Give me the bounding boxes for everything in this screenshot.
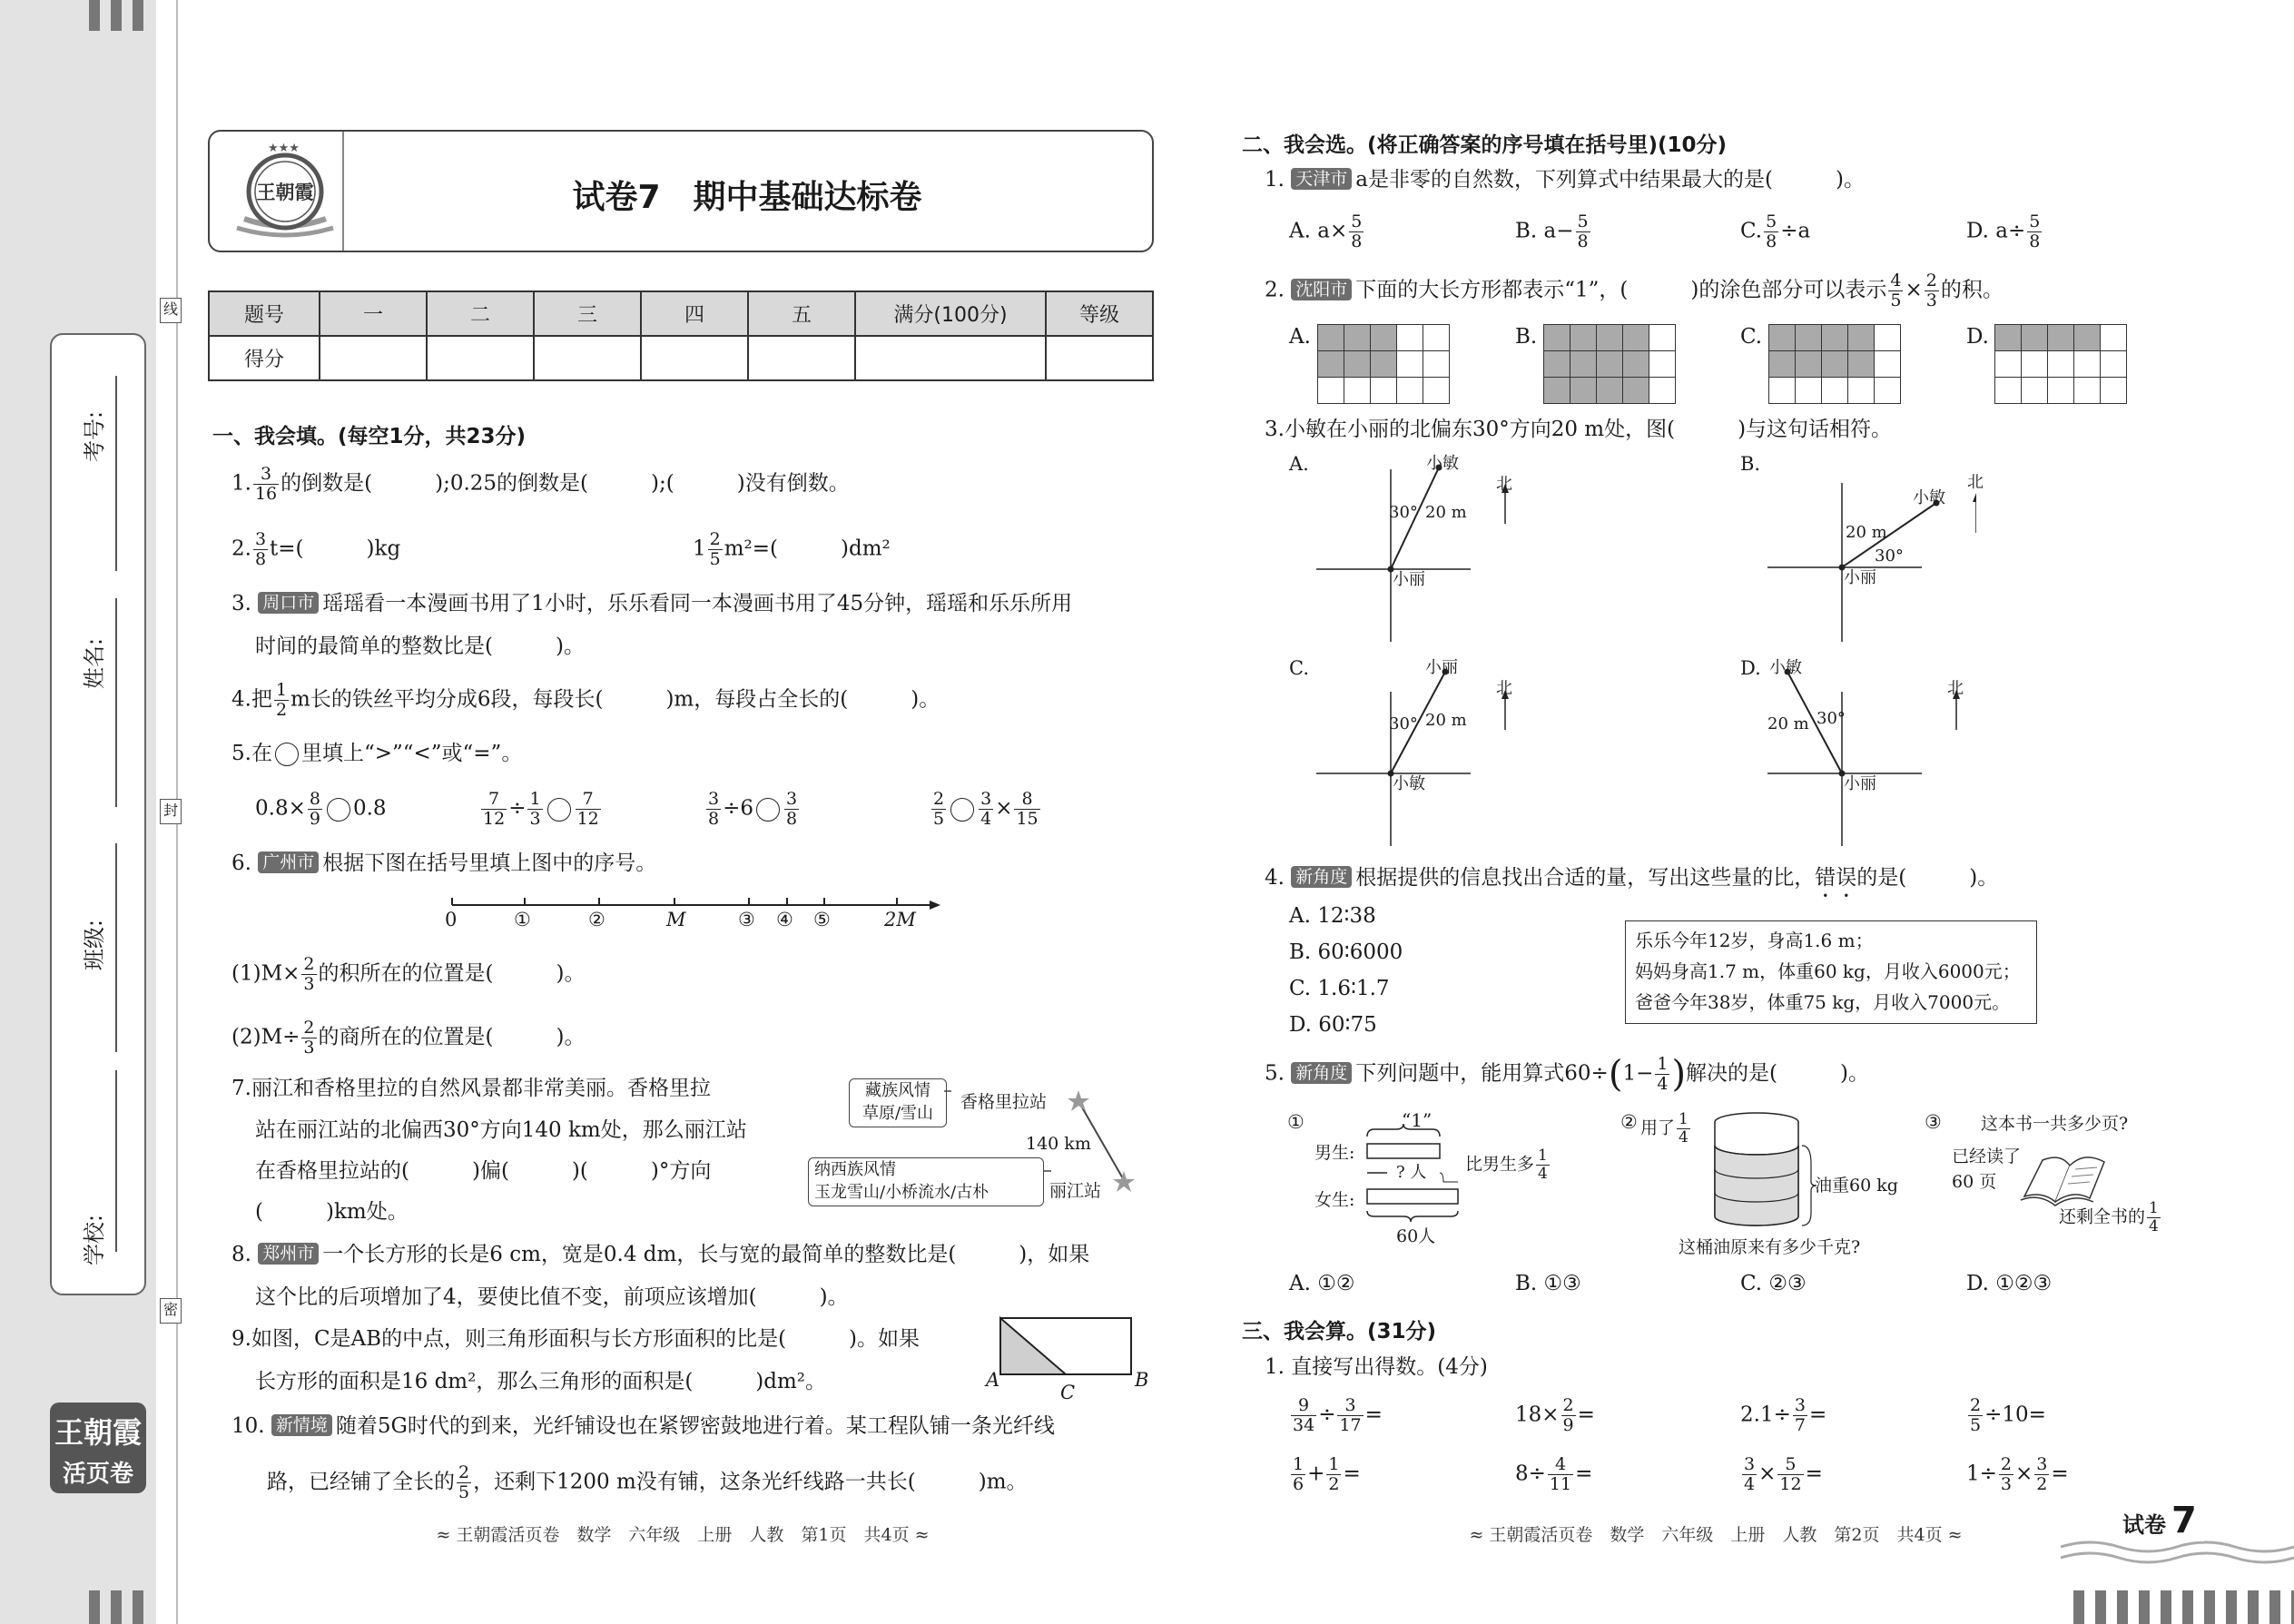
score-table-header: [209, 291, 1153, 336]
label-north: 北: [1496, 475, 1512, 494]
footer-left: ≈ 王朝霞活页卷 数学 六年级 上册 人教 第1页 共4页 ≈: [436, 1525, 930, 1545]
s2-q2-option-d[interactable]: D.: [1966, 325, 1989, 349]
problem-number: ②: [1620, 1111, 1638, 1133]
direction-diagram-b[interactable]: [1740, 451, 1984, 646]
remaining-label: 还剩全书的 $\frac{1}{4}$: [2059, 1199, 2159, 1235]
label-angle: 30°: [1816, 709, 1846, 728]
s1-question-6-1: (1)M× $\frac{2}{3}$ 的积所在的位置是( )。: [231, 954, 586, 994]
label-north: 北: [1496, 679, 1512, 698]
score-cell[interactable]: [427, 336, 534, 380]
point-b: B: [1135, 1369, 1149, 1391]
brand-sub: 活页卷: [62, 1461, 133, 1488]
s1-question-1: 1. $\frac{3}{16}$ 的倒数是( );0.25的倒数是( );( )没有倒数。: [231, 464, 850, 504]
shangrila-label: 香格里拉站: [960, 1092, 1048, 1112]
label-min: 小敏: [1426, 454, 1459, 473]
option-label: A.: [1289, 453, 1309, 475]
read-label: 已经读了: [1952, 1147, 2022, 1166]
score-table-row: [209, 336, 1153, 380]
label-distance: 20 m: [1425, 503, 1467, 522]
title-banner: [208, 130, 1154, 252]
s2-q4-option-c[interactable]: C. 1.6∶1.7: [1289, 977, 1390, 1000]
direction-diagram-d[interactable]: [1740, 655, 1976, 851]
region-tag: 广州市: [258, 851, 319, 873]
s2-question-4: 4. 新角度 根据提供的信息找出合适的量，写出这些量的比，错误的是( )。: [1265, 866, 1999, 890]
s1-question-6-2: (2)M÷ $\frac{2}{3}$ 的商所在的位置是( )。: [231, 1018, 586, 1058]
tick-label: ④: [776, 909, 793, 930]
svg-text:★★★: ★★★: [268, 142, 300, 155]
label-angle: 30°: [1389, 503, 1418, 522]
score-cell[interactable]: [641, 336, 748, 380]
label-distance: 20 m: [1425, 711, 1467, 730]
tick-label: ②: [588, 909, 605, 930]
grid-c: [1768, 324, 1901, 404]
rectangle-diagram: [982, 1314, 1155, 1403]
distance-label: 140 km: [1026, 1134, 1091, 1154]
s1-question-10-line2: 路，已经铺了全长的 $\frac{2}{5}$ ，还剩下1200 m没有铺，这条光纤线路一共长( )m。: [267, 1462, 1028, 1502]
book-question: 这本书一共多少页?: [1981, 1114, 2129, 1134]
s2-q5-option-d[interactable]: D. ①②③: [1966, 1272, 2053, 1295]
bottom-marks: [89, 1590, 143, 1624]
s1-question-10: 10. 新情境 随着5G时代的到来，光纤铺设也在紧锣密鼓地进行着。某工程队铺一条光纤线: [231, 1414, 1055, 1438]
s1-question-3-line2: 时间的最简单的整数比是( )。: [255, 635, 585, 658]
region-tag: 天津市: [1291, 168, 1352, 190]
s2-q2-option-b[interactable]: B.: [1515, 325, 1538, 349]
s2-q5-option-b[interactable]: B. ①③: [1515, 1272, 1581, 1295]
brand-text: 王朝霞: [54, 1415, 142, 1450]
tick-label: ①: [514, 909, 531, 930]
score-cell[interactable]: [320, 336, 427, 380]
problem-2-diagram[interactable]: [1620, 1109, 1911, 1264]
label-north: 北: [1967, 473, 1984, 492]
label-li: 小丽: [1844, 774, 1876, 793]
compare-1[interactable]: 0.8× $\frac{8}{9}$ 0.8: [255, 789, 387, 829]
exam-badge: 试卷 7: [2115, 1500, 2204, 1541]
s2-q4-option-d[interactable]: D. 60∶75: [1289, 1013, 1377, 1037]
score-header-cell: 三: [534, 291, 641, 336]
number-line: [436, 894, 944, 930]
label-distance: 20 m: [1767, 714, 1809, 733]
problem-number: ③: [1925, 1111, 1942, 1133]
logo: [226, 139, 344, 244]
s1-question-7-line3: 在香格里拉站的( )偏( )( )°方向: [255, 1159, 712, 1183]
s2-question-2: 2. 沈阳市 下面的大长方形都表示“1”，( )的涂色部分可以表示 $\frac{4}{5}$ × $\frac{2}{3}$ 的积。: [1265, 271, 2004, 310]
brand-badge: [50, 1403, 146, 1493]
footer-right: ≈ 王朝霞活页卷 数学 六年级 上册 人教 第2页 共4页 ≈: [1469, 1525, 1963, 1545]
problem-3-diagram[interactable]: [1925, 1109, 2161, 1245]
compare-2[interactable]: $\frac{7}{12}$ ÷ $\frac{1}{3}$ $\frac{7}{12}$: [483, 789, 599, 829]
naxi-box: 纳西族风情 玉龙雪山/小桥流水/古朴: [808, 1157, 1044, 1206]
map-diagram: [806, 1071, 1160, 1216]
option-label: D.: [1740, 657, 1761, 679]
calc-7[interactable]: $\frac{3}{4}$ × $\frac{5}{12}$ =: [1744, 1454, 1823, 1494]
top-marks: [89, 0, 143, 31]
boys-label: 男生:: [1314, 1143, 1355, 1163]
section-2-title: 二、我会选。(将正确答案的序号填在括号里)(10分): [1242, 133, 1728, 157]
s2-q1-option-d[interactable]: D. a÷ $\frac{5}{8}$: [1966, 212, 2041, 251]
label-li: 小丽: [1393, 570, 1425, 589]
label-min: 小敏: [1913, 488, 1945, 507]
score-cell[interactable]: [748, 336, 855, 380]
s2-q5-option-c[interactable]: C. ②③: [1740, 1272, 1807, 1295]
region-tag: 新角度: [1291, 866, 1352, 888]
score-row-label: 得分: [209, 336, 320, 380]
option-label: C.: [1289, 657, 1309, 679]
s2-q2-option-c[interactable]: C.: [1740, 325, 1763, 349]
label-li: 小丽: [1844, 568, 1876, 587]
s2-q1-option-b[interactable]: B. a− $\frac{5}{8}$: [1515, 212, 1589, 251]
tick-label: 0: [445, 909, 458, 930]
bottom-right-marks: [2073, 1590, 2294, 1624]
tick-label: 2M: [884, 909, 916, 930]
s1-question-4: 4.把 $\frac{1}{2}$ m长的铁丝平均分成6段，每段长( )m，每段占全长的( )。: [231, 680, 940, 720]
label-li: 小丽: [1425, 658, 1458, 677]
student-info-box: [50, 333, 146, 1295]
s1-question-3: 3. 周口市 瑶瑶看一本漫画书用了1小时，乐乐看同一本漫画书用了45分钟，瑶瑶和乐乐所用: [231, 592, 1073, 615]
oil-question: 这桶油原来有多少千克?: [1679, 1237, 1861, 1257]
tick-label: M: [666, 909, 686, 930]
side-mark-2: 封: [160, 799, 182, 824]
section-3-title: 三、我会算。(31分): [1242, 1320, 1437, 1343]
s1-question-9: 9.如图，C是AB的中点，则三角形面积与长方形面积的比是( )。如果: [231, 1327, 921, 1351]
problem-1-diagram[interactable]: [1287, 1109, 1596, 1255]
problem-number: ①: [1287, 1111, 1305, 1133]
s1-question-2: 2. $\frac{3}{8}$ t=( )kg: [231, 529, 401, 569]
score-header-cell: 二: [427, 291, 534, 336]
grid-d: [1994, 324, 2127, 404]
s2-question-3: 3.小敏在小丽的北偏东30°方向20 m处，图( )与这句话相符。: [1265, 418, 1893, 441]
calc-5[interactable]: $\frac{1}{6}$ + $\frac{1}{2}$ =: [1293, 1454, 1361, 1494]
s3-question-1: 1. 直接写出得数。(4分): [1265, 1355, 1488, 1379]
label-north: 北: [1947, 679, 1964, 698]
logo-text: 王朝霞: [256, 181, 314, 203]
s1-question-2b: 1 $\frac{2}{5}$ m²=( )dm²: [693, 529, 891, 569]
region-tag: 沈阳市: [1291, 279, 1352, 300]
s2-q5-option-a[interactable]: A. ①②: [1289, 1272, 1355, 1295]
calc-1[interactable]: $\frac{9}{34}$ ÷ $\frac{3}{17}$ =: [1293, 1395, 1383, 1435]
calc-6[interactable]: 8÷ $\frac{4}{11}$ =: [1515, 1454, 1593, 1494]
compare-4[interactable]: $\frac{2}{5}$ $\frac{3}{4}$ × $\frac{8}{15}$: [933, 789, 1039, 829]
exam-number-field[interactable]: 考号:: [52, 353, 148, 571]
tick-label: ③: [738, 909, 755, 930]
score-cell[interactable]: [534, 336, 641, 380]
s2-q2-option-a[interactable]: A.: [1289, 325, 1311, 349]
s1-question-9-line2: 长方形的面积是16 dm²，那么三角形的面积是( )dm²。: [255, 1370, 827, 1393]
total-label: 60人: [1396, 1226, 1436, 1246]
region-tag: 新情境: [271, 1414, 332, 1436]
direction-diagram-a[interactable]: [1289, 451, 1525, 646]
tick-label: ⑤: [813, 909, 831, 930]
info-box: 乐乐今年12岁，身高1.6 m； 妈妈身高1.7 m，体重60 kg，月收入6000元； 爸爸今年38岁，体重75 kg，月收入7000元。: [1625, 920, 2037, 1024]
girls-label: 女生:: [1314, 1190, 1355, 1210]
label-min: 小敏: [1393, 774, 1425, 793]
score-header-cell: 题号: [209, 291, 320, 336]
grid-a: [1317, 324, 1450, 404]
calc-8[interactable]: 1÷ $\frac{2}{3}$ × $\frac{3}{2}$ =: [1966, 1454, 2069, 1494]
compare-3[interactable]: $\frac{3}{8}$ ÷6 $\frac{3}{8}$: [708, 789, 798, 829]
s2-q1-option-c[interactable]: C. $\frac{5}{8}$ ÷a: [1740, 212, 1811, 251]
school-field[interactable]: 学校:: [52, 1070, 148, 1288]
s1-question-7-line2: 站在丽江站的北偏西30°方向140 km处，那么丽江站: [255, 1118, 747, 1142]
pages-label: 60 页: [1952, 1172, 1997, 1192]
score-header-cell: 等级: [1046, 291, 1153, 336]
option-label: B.: [1740, 453, 1761, 475]
s1-question-5: 5.在 里填上“>”“<”或“=”。: [231, 742, 523, 765]
s1-question-8: 8. 郑州市 一个长方形的长是6 cm，宽是0.4 dm，长与宽的最简单的整数比是( )，如果: [231, 1243, 1090, 1266]
lijiang-label: 丽江站: [1049, 1181, 1102, 1201]
more-than-label: 比男生多 $\frac{1}{4}$: [1465, 1147, 1548, 1183]
score-header-cell: 四: [641, 291, 748, 336]
people-question: ? 人: [1396, 1163, 1427, 1182]
score-header-cell: 一: [320, 291, 427, 336]
calc-4[interactable]: $\frac{2}{5}$ ÷10=: [1970, 1395, 2046, 1435]
oil-weight-label: 油重60 kg: [1815, 1176, 1898, 1196]
side-mark-3: 密: [160, 1298, 182, 1324]
region-tag: 周口市: [258, 592, 319, 614]
s2-q1-option-a[interactable]: A. a× $\frac{5}{8}$: [1289, 212, 1363, 251]
score-cell[interactable]: [855, 336, 1046, 380]
score-cell[interactable]: [1046, 336, 1153, 380]
direction-diagram-c[interactable]: [1289, 655, 1525, 851]
s1-question-7: 7.丽江和香格里拉的自然风景都非常美丽。香格里拉: [231, 1077, 711, 1100]
tibetan-box: 藏族风情 草原/雪山: [849, 1078, 947, 1127]
label-min: 小敏: [1769, 658, 1802, 677]
s2-q4-option-a[interactable]: A. 12∶38: [1289, 904, 1376, 928]
s1-question-7-line4: ( )km处。: [255, 1200, 409, 1224]
s2-question-5: 5. 新角度 下列问题中，能用算式60÷(1− $\frac{1}{4}$ )解决的是( )。: [1265, 1053, 1869, 1096]
used-label: 用了 $\frac{1}{4}$: [1640, 1110, 1689, 1147]
side-mark-1: 线: [160, 298, 182, 323]
s2-question-1: 1. 天津市 a是非零的自然数，下列算式中结果最大的是( )。: [1265, 168, 1865, 192]
calc-3[interactable]: 2.1÷ $\frac{3}{7}$ =: [1740, 1395, 1827, 1435]
score-table: [208, 290, 1154, 381]
class-field[interactable]: 班级:: [52, 843, 148, 1061]
label-distance: 20 m: [1846, 523, 1887, 542]
section-1-title: 一、我会填。(每空1分，共23分): [212, 425, 527, 448]
unit-one-label: “1”: [1402, 1109, 1433, 1131]
region-tag: 新角度: [1291, 1062, 1352, 1084]
page-title: 试卷7 期中基础达标卷: [572, 179, 922, 216]
score-header-cell: 五: [748, 291, 855, 336]
name-field[interactable]: 姓名:: [52, 598, 148, 816]
s2-q4-option-b[interactable]: B. 60∶6000: [1289, 940, 1403, 964]
grid-b: [1543, 324, 1676, 404]
region-tag: 郑州市: [258, 1243, 319, 1265]
s1-question-8-line2: 这个比的后项增加了4，要使比值不变，前项应该增加( )。: [255, 1285, 849, 1309]
point-c: C: [1060, 1382, 1076, 1403]
s1-question-6: 6. 广州市 根据下图在括号里填上图中的序号。: [231, 851, 657, 875]
label-angle: 30°: [1875, 546, 1904, 566]
score-header-cell: 满分(100分): [855, 291, 1046, 336]
point-a: A: [986, 1369, 1000, 1391]
label-angle: 30°: [1389, 714, 1418, 733]
calc-2[interactable]: 18× $\frac{2}{9}$ =: [1515, 1395, 1595, 1435]
